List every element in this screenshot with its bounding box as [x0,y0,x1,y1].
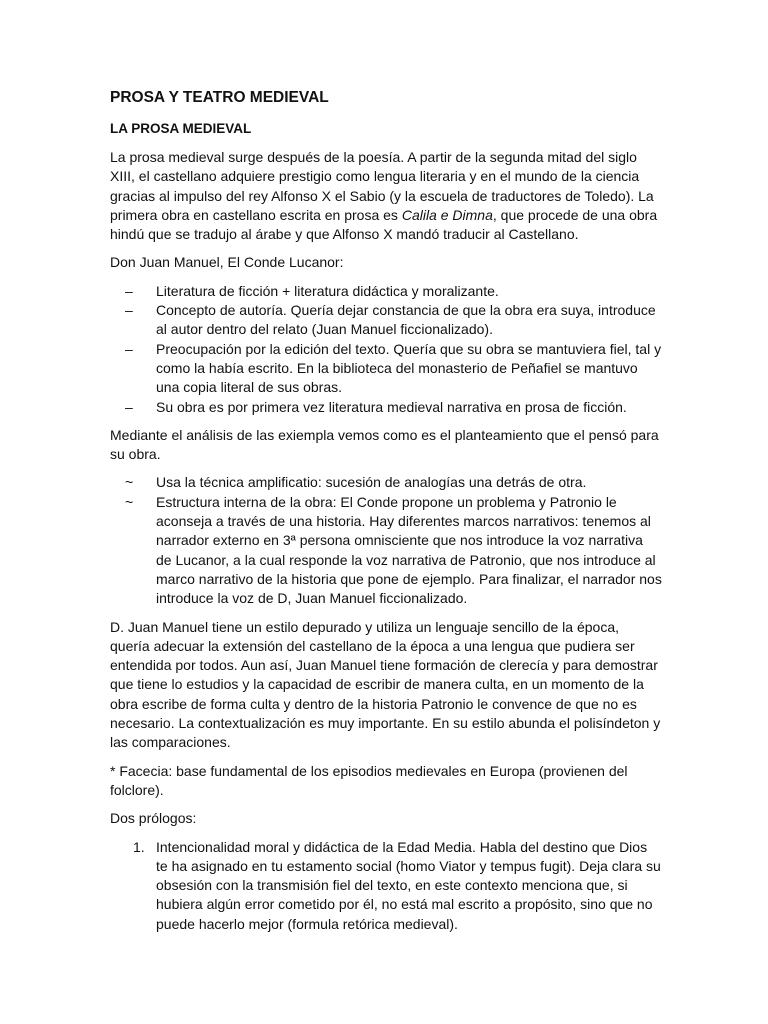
numbered-list [110,838,662,934]
list-item [110,493,662,609]
list-marker: – [125,302,133,319]
list-item-text: Intencionalidad moral y didáctica de la Edad Media. Habla del destino que Dios te ha asignado en tu estamento social (homo Viator y tempus fugit). Deja clara su obsesión con la transmisión fiel del texto, en este contexto menciona que, si hubiera algún error cometido por él, no está mal escrito a propósito, sino que no puede hacerlo mejor (formula retórica medieval). [156,838,661,932]
list-item [110,838,662,934]
list-item-text: Concepto de autoría. Quería dejar constancia de que la obra era suya, introduce al autor dentro del relato (Juan Manuel ficcionalizado). [156,302,656,338]
section-title: LA PROSA MEDIEVAL [110,121,252,136]
list-item-text: Literatura de ficción + literatura didáctica y moralizante. [156,282,499,299]
list-item [110,398,662,417]
list-item-text: Estructura interna de la obra: El Conde propone un problema y Patronio le aconseja a través de una historia. Hay diferentes marcos narrativos: tenemos al narrador externo en 3ª persona omnisciente que nos introduce la voz narrativa de Lucanor, a la cual responde la voz narrativa de Patronio, que nos introduce al marco narrativo de la historia que pone de ejemplo. Para finalizar, el narrador nos introduce la voz de D, Juan Manuel ficcionalizado. [156,493,662,607]
list-marker: – [125,340,133,357]
list-item-text: Usa la técnica amplificatio: sucesión de analogías una detrás de otra. [156,474,587,491]
don-juan-heading: Don Juan Manuel, El Conde Lucanor: [110,254,344,271]
list-item [110,473,662,492]
list-marker: – [125,282,133,299]
facecia-note: * Facecia: base fundamental de los episodios medievales en Europa (provienen del folclore). [110,762,628,798]
list-number: 1. [133,838,145,855]
list-item-text: Su obra es por primera vez literatura medieval narrativa en prosa de ficción. [156,398,627,415]
prologos-heading: Dos prólogos: [110,810,197,827]
document-title: PROSA Y TEATRO MEDIEVAL [110,89,329,106]
list-marker: ~ [125,493,134,510]
list-marker: – [125,398,133,415]
intro-text-before: La prosa medieval surge después de la poesía. A partir de la segunda mitad del siglo XIII, el castellano adquiere prestigio como lengua literaria y en el mundo de la ciencia gracias al impulso del rey Alfonso X el Sabio (y la escuela de traductores de Toledo). La primera obra en castellano escrita en prosa es [110,149,654,223]
list-marker: ~ [125,474,134,491]
exiempla-paragraph: Mediante el análisis de las exiempla vemos como es el planteamiento que el pensó para su obra. [110,426,659,463]
list-item [110,301,662,340]
intro-italic-title: Calila e Dimna [401,206,493,223]
document-page [110,88,662,943]
intro-paragraph [110,148,662,244]
list-item [110,340,662,398]
intro-text-after: , que procede de una obra hindú que se tradujo al árabe y que Alfonso X mandó traducir al Castellano. [110,206,658,243]
tilde-list [110,473,662,608]
list-item [110,282,662,301]
list-item-text: Preocupación por la edición del texto. Quería que su obra se mantuviera fiel, tal y como la había escrito. En la biblioteca del monasterio de Peñafiel se mantuvo una copia literal de sus obras. [156,340,662,396]
dash-list [110,282,662,417]
style-paragraph: D. Juan Manuel tiene un estilo depurado y utiliza un lenguaje sencillo de la época, quería adecuar la extensión del castellano de la época a una lengua que pudiera ser entendida por todos. Aun así, Juan Manuel tiene formación de clerecía y para demostrar que tiene lo estudios y la capacidad de escribir de manera culta, en un momento de la obra escribe de forma culta y dentro de la historia Patronio le convence de que no es necesario. La contextualización es muy importante. En su estilo abunda el polisíndeton y las comparaciones. [110,618,661,751]
